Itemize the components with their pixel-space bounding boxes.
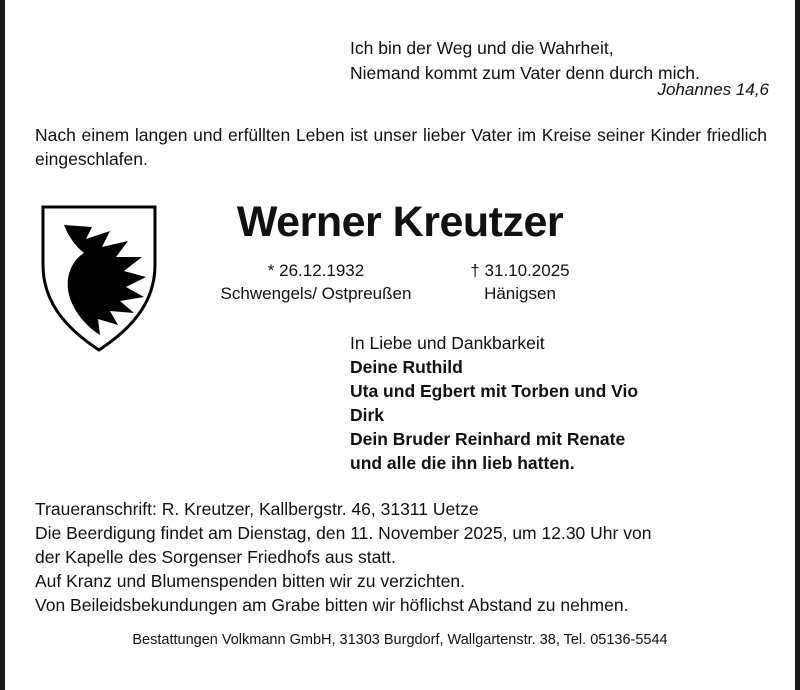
birth-date: * 26.12.1932 [267,261,365,280]
mourner-name: Deine Ruthild [350,357,463,377]
birth-block [196,259,436,305]
funeral-details [35,497,775,617]
verse-line: Ich bin der Weg und die Wahrheit, [350,38,614,58]
condolence-note: Von Beileidsbekundungen am Grabe bitten wir höflichst Abstand zu nehmen. [35,595,629,615]
verse-reference: Johannes 14,6 [657,80,769,99]
death-date: † 31.10.2025 [470,261,570,280]
deceased-name: Werner Kreutzer [236,198,564,246]
intro-text: Nach einem langen und erfüllten Leben ist unser lieber Vater im Kreise seiner Kinder friedlich eingeschlafen. [35,125,767,169]
funeral-home: Bestattungen Volkmann GmbH, 31303 Burgdorf, Wallgartenstr. 38, Tel. 05136-5544 [132,632,668,648]
mourner-name: Uta und Egbert mit Torben und Vio [350,381,639,401]
mourners-block [350,331,638,475]
death-place: Hänigsen [484,284,556,303]
mourner-name: Dein Bruder Reinhard mit Renate [350,429,626,449]
death-block [440,259,600,305]
funeral-info-line: der Kapelle des Sorgenser Friedhofs aus statt. [35,547,396,567]
mourners-intro: In Liebe und Dankbarkeit [350,333,545,353]
birth-place: Schwengels/ Ostpreußen [220,284,412,303]
mourning-address: Traueranschrift: R. Kreutzer, Kallbergstr. 46, 31311 Uetze [35,499,479,519]
mourner-name: und alle die ihn lieb hatten. [350,453,575,473]
eagle-wing-crest-icon [40,203,158,353]
mourner-name: Dirk [350,405,385,425]
verse-line: Niemand kommt zum Vater denn durch mich. [350,63,700,83]
flowers-note: Auf Kranz und Blumenspenden bitten wir zu verzichten. [35,571,465,591]
funeral-info-line: Die Beerdigung findet am Dienstag, den 11. November 2025, um 12.30 Uhr von [35,523,652,543]
bible-verse [350,36,700,86]
